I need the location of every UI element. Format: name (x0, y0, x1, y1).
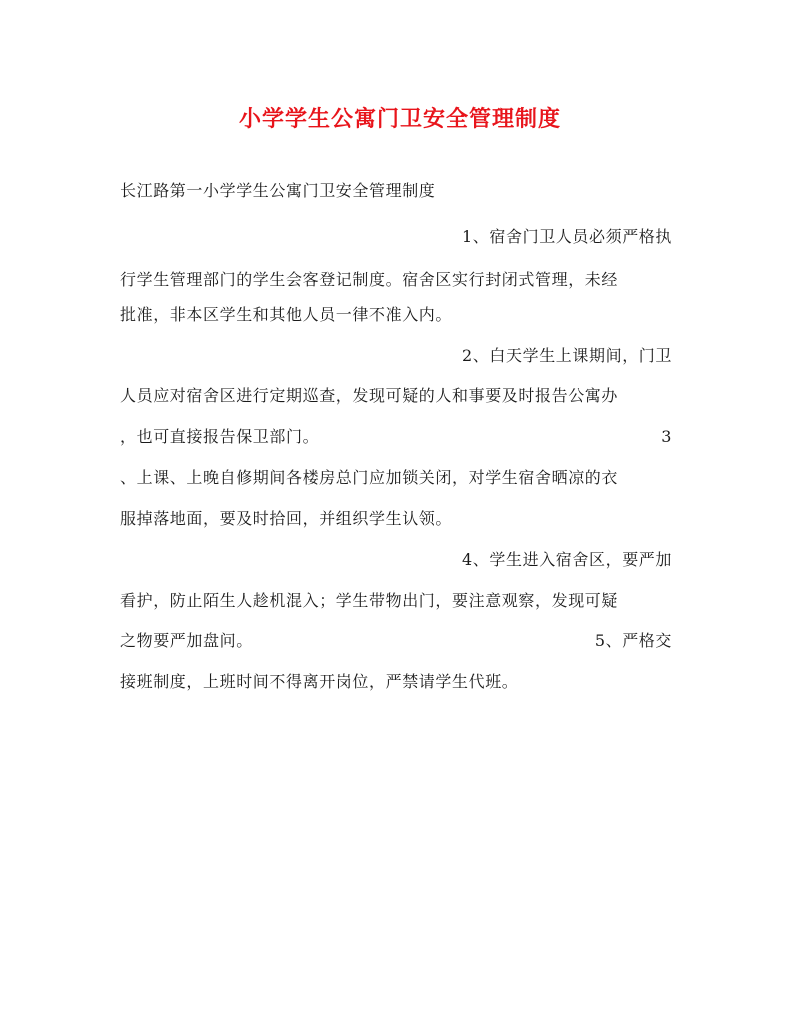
paragraph-line: 服掉落地面，要及时拾回，并组织学生认领。 (120, 509, 453, 528)
paragraph-line: 1、宿舍门卫人员必须严格执 (462, 227, 672, 246)
paragraph-line: 行学生管理部门的学生会客登记制度。宿舍区实行封闭式管理，未经 (120, 270, 619, 289)
paragraph-line-right: 5、严格交 (594, 631, 672, 650)
paragraph-line-left: ，也可直接报告保卫部门。 (120, 427, 320, 446)
paragraph-line-split (120, 626, 672, 656)
paragraph-line: 看护，防止陌生人趁机混入；学生带物出门，要注意观察，发现可疑 (120, 591, 619, 610)
paragraph-line: 2、白天学生上课期间，门卫 (462, 346, 672, 365)
paragraph-line: 接班制度，上班时间不得离开岗位，严禁请学生代班。 (120, 672, 519, 691)
paragraph-line: 批准，非本区学生和其他人员一律不准入内。 (120, 305, 453, 324)
paragraph-line: 4、学生进入宿舍区，要严加 (462, 550, 672, 569)
paragraph-line-left: 之物要严加盘问。 (120, 631, 253, 650)
paragraph-line-split (120, 422, 672, 452)
document-title: 小学学生公寓门卫安全管理制度 (238, 106, 561, 132)
document-subtitle: 长江路第一小学学生公寓门卫安全管理制度 (120, 181, 436, 200)
paragraph-line-right: 3 (661, 427, 672, 446)
paragraph-line: 、上课、上晚自修期间各楼房总门应加锁关闭，对学生宿舍晒凉的衣 (120, 468, 619, 487)
paragraph-line: 人员应对宿舍区进行定期巡查，发现可疑的人和事要及时报告公寓办 (120, 386, 619, 405)
